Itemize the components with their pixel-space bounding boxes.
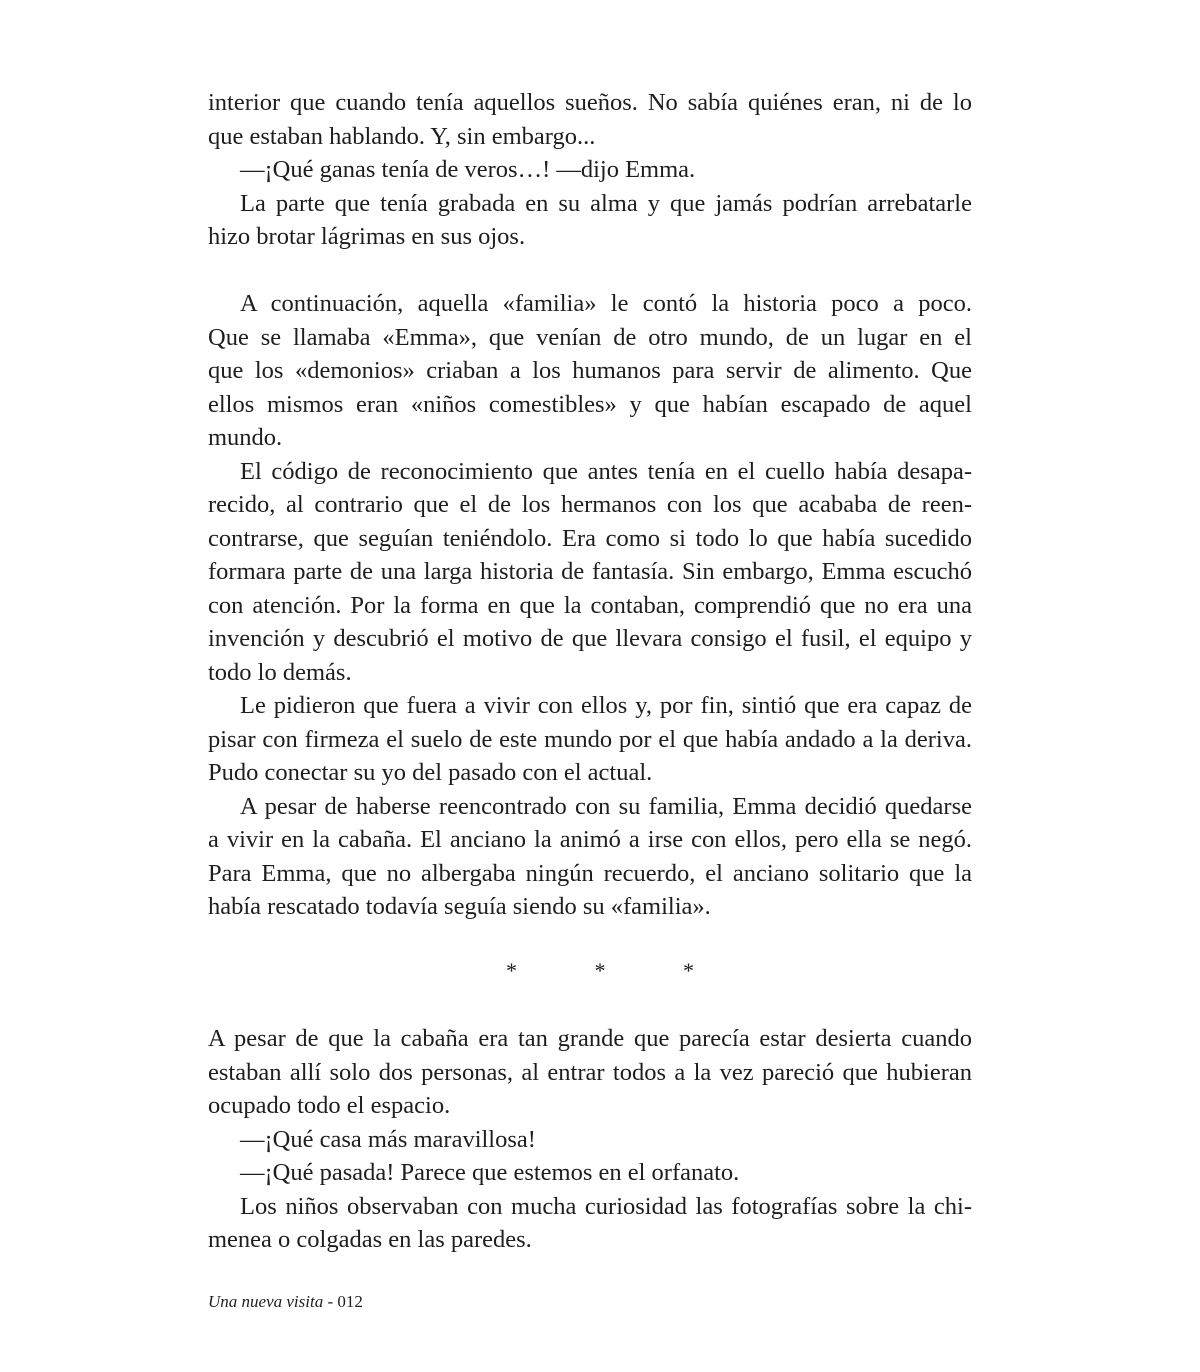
text-line: mundo. — [208, 424, 283, 451]
text-line: recido, al contrario que el de los hermanos con los que acababa de reen- — [208, 491, 972, 518]
text-line: había rescatado todavía seguía siendo su «familia». — [208, 893, 711, 920]
text-line: A pesar de que la cabaña era tan grande que parecía estar desierta cuando — [208, 1025, 972, 1052]
text-line: que los «demonios» criaban a los humanos para servir de alimento. Que — [208, 357, 972, 384]
text-line: invención y descubrió el motivo de que llevara consigo el fusil, el equipo y — [208, 625, 972, 652]
text-line: Los niños observaban con mucha curiosidad las fotografías sobre la chi- — [240, 1192, 972, 1220]
text-block-2 — [208, 287, 972, 924]
text-line: pisar con firmeza el suelo de este mundo por el que había andado a la deriva. — [208, 725, 972, 753]
text-line: ocupado todo el espacio. — [208, 1092, 451, 1119]
text-line: menea o colgadas en las paredes. — [208, 1226, 532, 1253]
text-block-3 — [208, 1022, 972, 1257]
footer-page-number: - 012 — [327, 1292, 363, 1311]
text-line: formara parte de una larga historia de fantasía. Sin embargo, Emma escuchó — [208, 558, 972, 585]
text-line: —¡Qué pasada! Parece que estemos en el orfanato. — [240, 1159, 740, 1186]
text-line: A continuación, aquella «familia» le contó la historia poco a poco. — [240, 290, 972, 317]
text-line: a vivir en la cabaña. El anciano la animó a irse con ellos, pero ella se negó. — [208, 826, 972, 853]
section-separator: * * * — [506, 958, 730, 983]
text-line: A pesar de haberse reencontrado con su familia, Emma decidió quedarse — [240, 792, 972, 820]
text-line: hizo brotar lágrimas en sus ojos. — [208, 223, 526, 250]
text-line: —¡Qué casa más maravillosa! — [240, 1125, 536, 1153]
page-footer — [208, 1292, 363, 1312]
text-line: Pudo conectar su yo del pasado con el actual. — [208, 759, 653, 786]
text-line: Que se llamaba «Emma», que venían de otro mundo, de un lugar en el — [208, 323, 972, 351]
text-line: con atención. Por la forma en que la contaban, comprendió que no era una — [208, 591, 972, 619]
text-line: La parte que tenía grabada en su alma y que jamás podrían arrebatarle — [240, 189, 972, 217]
footer-chapter-title: Una nueva visita — [208, 1292, 324, 1311]
text-line: estaban allí solo dos personas, al entrar todos a la vez pareció que hubieran — [208, 1058, 972, 1086]
text-line: que estaban hablando. Y, sin embargo... — [208, 122, 596, 150]
text-line: El código de reconocimiento que antes tenía en el cuello había desapa- — [240, 457, 972, 485]
text-block-1 — [208, 86, 972, 254]
text-line: contrarse, que seguían teniéndolo. Era como si todo lo que había sucedido — [208, 524, 972, 552]
text-line: Para Emma, que no albergaba ningún recuerdo, el anciano solitario que la — [208, 859, 972, 887]
text-line: —¡Qué ganas tenía de veros…! —dijo Emma. — [240, 156, 696, 183]
text-line: ellos mismos eran «niños comestibles» y que habían escapado de aquel — [208, 390, 972, 418]
text-line: interior que cuando tenía aquellos sueños. No sabía quiénes eran, ni de lo — [208, 89, 972, 116]
text-line: Le pidieron que fuera a vivir con ellos y, por fin, sintió que era capaz de — [240, 692, 972, 719]
text-line: todo lo demás. — [208, 658, 352, 686]
